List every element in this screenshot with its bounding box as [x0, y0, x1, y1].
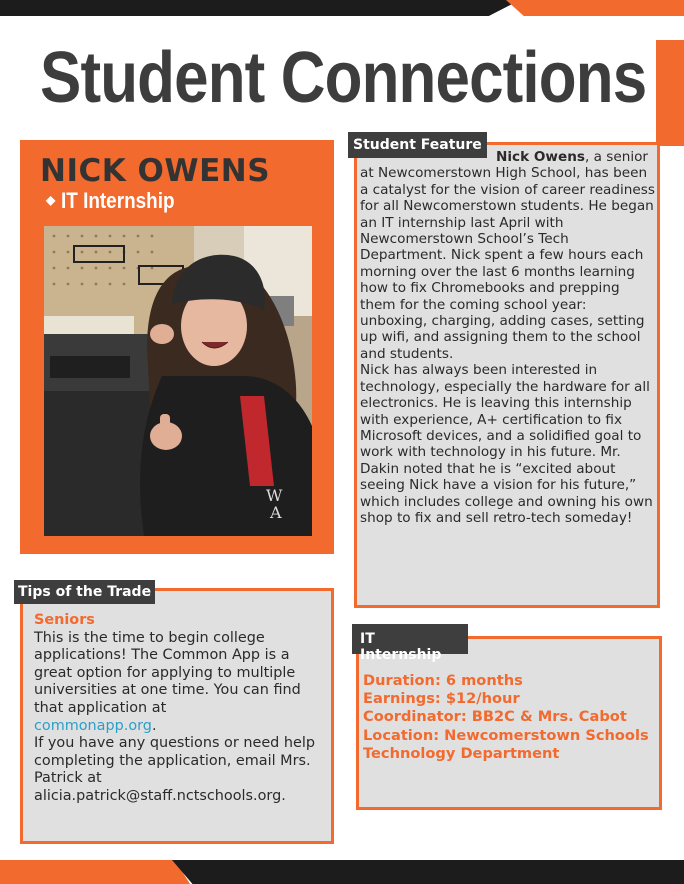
- tips-link-period: .: [151, 717, 157, 734]
- tips-label: Tips of the Trade: [14, 580, 155, 604]
- feature-intro: , a senior at Newcomerstown High School, has been a catalyst for the vision of career readiness for all Newcomerstown students. He began an IT internship last April with Newcomerstown School’s Tech Department. Nick spent a few hours each morning over the last 6 months learning how to fix Chromebooks and prepping them for the coming school year: unboxing, charging, adding cases, setting up wifi, and assigning them to the school and students.: [360, 149, 655, 362]
- profile-subtitle-row: [46, 190, 193, 212]
- tips-text-1: This is the time to begin college applications! The Common App is a great option for applying to multiple universities at one time. You can find that application at: [34, 629, 301, 716]
- student-photo: [44, 226, 312, 536]
- student-photo-illustration: [44, 226, 312, 536]
- internship-label: IT Internship: [352, 624, 468, 654]
- student-feature-body: [360, 149, 656, 526]
- internship-location: Location: Newcomerstown Schools: [363, 726, 649, 744]
- profile-panel: [20, 140, 334, 554]
- internship-duration: Duration: 6 months: [363, 672, 523, 689]
- internship-department: Technology Department: [363, 744, 560, 762]
- diamond-bullet-icon: ◆: [46, 193, 56, 207]
- svg-text:W: W: [266, 486, 283, 505]
- tips-heading: Seniors: [34, 612, 95, 628]
- internship-coordinator: Coordinator: BB2C & Mrs. Cabot: [363, 708, 627, 726]
- tips-content: [34, 612, 328, 806]
- tips-text-2: If you have any questions or need help completing the application, email Mrs. Patrick at alicia.patrick@staff.nctschools.org.: [34, 735, 315, 804]
- feature-paragraph-2: Nick has always been interested in technology, especially the hardware for all electronics. He is leaving this internship with experience, A+ certification to fix Microsoft devices, and a solidified goal to work with technology in his future. Mr. Dakin noted that he is “excited about seeing Nick have a vision for his future,” which includes college and owning his own shop to fix and sell retro-tech someday!: [360, 362, 653, 526]
- bottom-dark-bar: [172, 860, 684, 884]
- svg-text:A: A: [270, 503, 282, 522]
- bottom-orange-bar: [0, 860, 190, 884]
- top-orange-bar: [506, 0, 684, 16]
- internship-details: [363, 672, 659, 763]
- page-title: Student Connections: [40, 38, 647, 118]
- commonapp-link[interactable]: commonapp.org: [34, 717, 152, 734]
- profile-name: NICK OWENS: [40, 153, 271, 189]
- right-orange-tab: [656, 40, 684, 146]
- internship-earnings: Earnings: $12/hour: [363, 690, 520, 708]
- student-feature-label: Student Feature: [348, 132, 487, 158]
- feature-name-inline: Nick Owens: [496, 149, 585, 165]
- top-dark-bar: [0, 0, 520, 16]
- profile-subtitle: IT Internship: [61, 188, 175, 213]
